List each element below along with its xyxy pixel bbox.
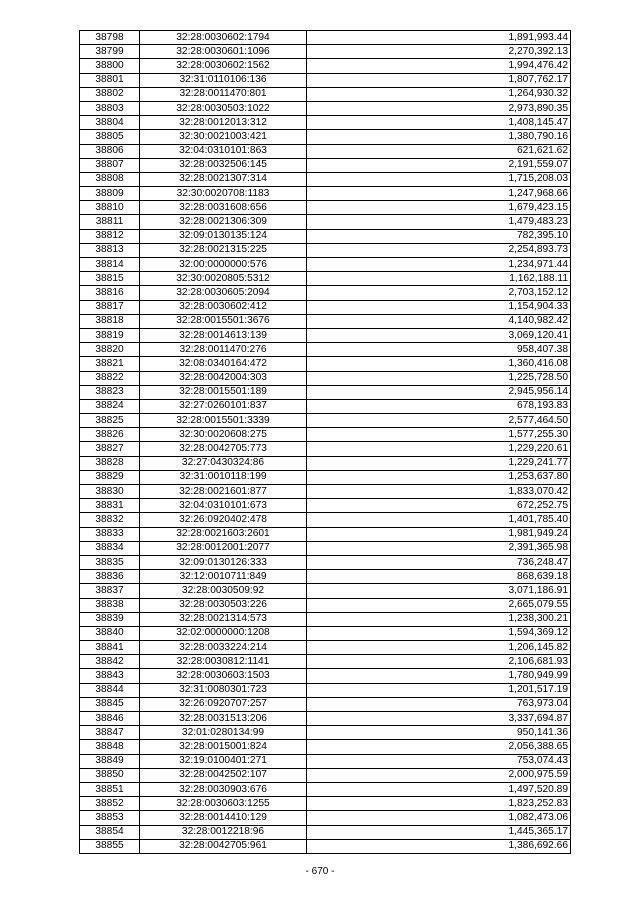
table-row xyxy=(80,470,571,484)
cadastral-id-cell: 32:28:0012013:312 xyxy=(140,116,307,130)
cadastral-id-cell: 32:28:0030603:1503 xyxy=(140,669,307,683)
table-row xyxy=(80,45,571,59)
row-number-cell: 38851 xyxy=(80,782,140,796)
cadastral-id-cell: 32:09:0130135:124 xyxy=(140,229,307,243)
row-number-cell: 38841 xyxy=(80,641,140,655)
row-number-cell: 38799 xyxy=(80,45,140,59)
row-number-cell: 38798 xyxy=(80,31,140,45)
amount-cell: 3,071,186.91 xyxy=(307,584,571,598)
amount-cell: 1,445,365.17 xyxy=(307,825,571,839)
cadastral-id-cell: 32:19:0100401:271 xyxy=(140,754,307,768)
table-row xyxy=(80,101,571,115)
row-number-cell: 38852 xyxy=(80,797,140,811)
page-number: - 670 - xyxy=(305,866,335,877)
cadastral-id-cell: 32:28:0012001:2077 xyxy=(140,541,307,555)
table-row xyxy=(80,116,571,130)
table-row xyxy=(80,570,571,584)
table-row xyxy=(80,740,571,754)
table-row xyxy=(80,371,571,385)
amount-cell: 1,891,993.44 xyxy=(307,31,571,45)
cadastral-id-cell: 32:00:0000000:576 xyxy=(140,258,307,272)
table-row xyxy=(80,655,571,669)
table-row xyxy=(80,626,571,640)
row-number-cell: 38854 xyxy=(80,825,140,839)
table-row xyxy=(80,229,571,243)
table-row xyxy=(80,243,571,257)
table-row xyxy=(80,31,571,45)
cadastral-id-cell: 32:28:0021307:314 xyxy=(140,172,307,186)
table-row xyxy=(80,187,571,201)
amount-cell: 950,141.36 xyxy=(307,726,571,740)
row-number-cell: 38806 xyxy=(80,144,140,158)
amount-cell: 1,225,728.50 xyxy=(307,371,571,385)
cadastral-id-cell: 32:28:0014410:129 xyxy=(140,811,307,825)
row-number-cell: 38817 xyxy=(80,300,140,314)
table-row xyxy=(80,811,571,825)
table-row xyxy=(80,300,571,314)
cadastral-id-cell: 32:01:0280134:99 xyxy=(140,726,307,740)
amount-cell: 1,994,476.42 xyxy=(307,59,571,73)
cadastral-id-cell: 32:28:0015501:3339 xyxy=(140,414,307,428)
table-row xyxy=(80,442,571,456)
cadastral-id-cell: 32:28:0015001:824 xyxy=(140,740,307,754)
cadastral-id-cell: 32:28:0030601:1096 xyxy=(140,45,307,59)
amount-cell: 1,715,208.03 xyxy=(307,172,571,186)
cadastral-id-cell: 32:28:0031608:656 xyxy=(140,201,307,215)
cadastral-id-cell: 32:28:0030602:1562 xyxy=(140,59,307,73)
table-row xyxy=(80,768,571,782)
table-row xyxy=(80,130,571,144)
amount-cell: 1,823,252.83 xyxy=(307,797,571,811)
row-number-cell: 38836 xyxy=(80,570,140,584)
table-row xyxy=(80,825,571,839)
cadastral-id-cell: 32:28:0014613:139 xyxy=(140,328,307,342)
row-number-cell: 38823 xyxy=(80,385,140,399)
table-row xyxy=(80,797,571,811)
amount-cell: 1,360,416.08 xyxy=(307,357,571,371)
row-number-cell: 38832 xyxy=(80,513,140,527)
amount-cell: 868,639.18 xyxy=(307,570,571,584)
row-number-cell: 38855 xyxy=(80,839,140,853)
row-number-cell: 38824 xyxy=(80,399,140,413)
amount-cell: 1,253,637.80 xyxy=(307,470,571,484)
cadastral-id-cell: 32:28:0021314:573 xyxy=(140,612,307,626)
row-number-cell: 38810 xyxy=(80,201,140,215)
amount-cell: 3,337,694.87 xyxy=(307,712,571,726)
cadastral-id-cell: 32:30:0021003:421 xyxy=(140,130,307,144)
table-row xyxy=(80,683,571,697)
amount-cell: 1,679,423.15 xyxy=(307,201,571,215)
amount-cell: 2,270,392.13 xyxy=(307,45,571,59)
cadastral-id-cell: 32:04:0310101:673 xyxy=(140,499,307,513)
table-row xyxy=(80,726,571,740)
cadastral-id-cell: 32:28:0030903:676 xyxy=(140,782,307,796)
amount-cell: 1,229,241.77 xyxy=(307,456,571,470)
cadastral-id-cell: 32:28:0015501:3676 xyxy=(140,314,307,328)
amount-cell: 1,386,692.66 xyxy=(307,839,571,853)
cadastral-id-cell: 32:28:0042004:303 xyxy=(140,371,307,385)
amount-cell: 2,000,975.59 xyxy=(307,768,571,782)
row-number-cell: 38845 xyxy=(80,697,140,711)
row-number-cell: 38848 xyxy=(80,740,140,754)
cadastral-id-cell: 32:28:0021306:309 xyxy=(140,215,307,229)
row-number-cell: 38847 xyxy=(80,726,140,740)
amount-cell: 1,780,949.99 xyxy=(307,669,571,683)
table-row xyxy=(80,697,571,711)
row-number-cell: 38833 xyxy=(80,527,140,541)
cadastral-id-cell: 32:28:0030602:1794 xyxy=(140,31,307,45)
amount-cell: 1,401,785.40 xyxy=(307,513,571,527)
amount-cell: 1,082,473.06 xyxy=(307,811,571,825)
table-row xyxy=(80,286,571,300)
amount-cell: 1,981,949.24 xyxy=(307,527,571,541)
row-number-cell: 38840 xyxy=(80,626,140,640)
row-number-cell: 38835 xyxy=(80,555,140,569)
row-number-cell: 38801 xyxy=(80,73,140,87)
amount-cell: 782,395.10 xyxy=(307,229,571,243)
amount-cell: 2,191,559.07 xyxy=(307,158,571,172)
cadastral-id-cell: 32:28:0030603:1255 xyxy=(140,797,307,811)
row-number-cell: 38809 xyxy=(80,187,140,201)
row-number-cell: 38816 xyxy=(80,286,140,300)
row-number-cell: 38834 xyxy=(80,541,140,555)
cadastral-id-cell: 32:28:0030602:412 xyxy=(140,300,307,314)
amount-cell: 958,407.38 xyxy=(307,343,571,357)
cadastral-id-cell: 32:28:0030509:92 xyxy=(140,584,307,598)
cadastral-id-cell: 32:28:0032506:145 xyxy=(140,158,307,172)
amount-cell: 4,140,982.42 xyxy=(307,314,571,328)
amount-cell: 2,945,956.14 xyxy=(307,385,571,399)
records-table xyxy=(79,30,571,854)
table-row xyxy=(80,357,571,371)
table-row xyxy=(80,584,571,598)
table-row xyxy=(80,87,571,101)
row-number-cell: 38850 xyxy=(80,768,140,782)
row-number-cell: 38815 xyxy=(80,272,140,286)
amount-cell: 3,069,120.41 xyxy=(307,328,571,342)
table-row xyxy=(80,328,571,342)
cadastral-id-cell: 32:12:0010711:849 xyxy=(140,570,307,584)
row-number-cell: 38808 xyxy=(80,172,140,186)
table-row xyxy=(80,215,571,229)
row-number-cell: 38813 xyxy=(80,243,140,257)
cadastral-id-cell: 32:09:0130126:333 xyxy=(140,555,307,569)
table-row xyxy=(80,712,571,726)
amount-cell: 1,201,517.19 xyxy=(307,683,571,697)
cadastral-id-cell: 32:28:0042705:773 xyxy=(140,442,307,456)
amount-cell: 1,380,790.16 xyxy=(307,130,571,144)
cadastral-id-cell: 32:28:0021315:225 xyxy=(140,243,307,257)
amount-cell: 1,238,300.21 xyxy=(307,612,571,626)
table-row xyxy=(80,158,571,172)
cadastral-id-cell: 32:27:0430324:86 xyxy=(140,456,307,470)
row-number-cell: 38825 xyxy=(80,414,140,428)
amount-cell: 1,594,369.12 xyxy=(307,626,571,640)
table-row xyxy=(80,73,571,87)
cadastral-id-cell: 32:26:0920402:478 xyxy=(140,513,307,527)
row-number-cell: 38853 xyxy=(80,811,140,825)
cadastral-id-cell: 32:28:0012218:96 xyxy=(140,825,307,839)
amount-cell: 1,833,070.42 xyxy=(307,485,571,499)
row-number-cell: 38819 xyxy=(80,328,140,342)
amount-cell: 1,408,145.47 xyxy=(307,116,571,130)
amount-cell: 1,497,520.89 xyxy=(307,782,571,796)
row-number-cell: 38805 xyxy=(80,130,140,144)
amount-cell: 1,162,188.11 xyxy=(307,272,571,286)
amount-cell: 2,665,079.55 xyxy=(307,598,571,612)
amount-cell: 1,234,971.44 xyxy=(307,258,571,272)
amount-cell: 1,479,483.23 xyxy=(307,215,571,229)
table-row xyxy=(80,172,571,186)
row-number-cell: 38821 xyxy=(80,357,140,371)
cadastral-id-cell: 32:28:0042502:107 xyxy=(140,768,307,782)
row-number-cell: 38818 xyxy=(80,314,140,328)
cadastral-id-cell: 32:04:0310101:863 xyxy=(140,144,307,158)
row-number-cell: 38829 xyxy=(80,470,140,484)
amount-cell: 763,973.04 xyxy=(307,697,571,711)
amount-cell: 1,154,904.33 xyxy=(307,300,571,314)
cadastral-id-cell: 32:28:0030605:2094 xyxy=(140,286,307,300)
row-number-cell: 38828 xyxy=(80,456,140,470)
amount-cell: 1,807,762.17 xyxy=(307,73,571,87)
cadastral-id-cell: 32:28:0011470:276 xyxy=(140,343,307,357)
cadastral-id-cell: 32:31:0110106:136 xyxy=(140,73,307,87)
table-row xyxy=(80,258,571,272)
table-row xyxy=(80,272,571,286)
row-number-cell: 38830 xyxy=(80,485,140,499)
amount-cell: 2,391,365.98 xyxy=(307,541,571,555)
row-number-cell: 38846 xyxy=(80,712,140,726)
cadastral-id-cell: 32:31:0010118:199 xyxy=(140,470,307,484)
table-row xyxy=(80,541,571,555)
row-number-cell: 38844 xyxy=(80,683,140,697)
table-row xyxy=(80,527,571,541)
table-row xyxy=(80,414,571,428)
amount-cell: 1,577,255.30 xyxy=(307,428,571,442)
amount-cell: 2,973,890.35 xyxy=(307,101,571,115)
table-row xyxy=(80,314,571,328)
row-number-cell: 38804 xyxy=(80,116,140,130)
row-number-cell: 38838 xyxy=(80,598,140,612)
table-row xyxy=(80,144,571,158)
table-row xyxy=(80,669,571,683)
amount-cell: 1,206,145.82 xyxy=(307,641,571,655)
cadastral-id-cell: 32:28:0015501:189 xyxy=(140,385,307,399)
cadastral-id-cell: 32:31:0080301:723 xyxy=(140,683,307,697)
row-number-cell: 38837 xyxy=(80,584,140,598)
table-row xyxy=(80,555,571,569)
amount-cell: 2,254,893.73 xyxy=(307,243,571,257)
table-row xyxy=(80,612,571,626)
row-number-cell: 38814 xyxy=(80,258,140,272)
table-row xyxy=(80,428,571,442)
amount-cell: 672,252.75 xyxy=(307,499,571,513)
cadastral-id-cell: 32:28:0033224:214 xyxy=(140,641,307,655)
amount-cell: 753,074.43 xyxy=(307,754,571,768)
row-number-cell: 38827 xyxy=(80,442,140,456)
cadastral-id-cell: 32:30:0020708:1183 xyxy=(140,187,307,201)
table-row xyxy=(80,598,571,612)
amount-cell: 736,248.47 xyxy=(307,555,571,569)
row-number-cell: 38849 xyxy=(80,754,140,768)
table-row xyxy=(80,782,571,796)
records-table-body xyxy=(80,31,571,854)
row-number-cell: 38812 xyxy=(80,229,140,243)
row-number-cell: 38820 xyxy=(80,343,140,357)
cadastral-id-cell: 32:28:0042705:961 xyxy=(140,839,307,853)
table-row xyxy=(80,201,571,215)
cadastral-id-cell: 32:28:0031513:206 xyxy=(140,712,307,726)
row-number-cell: 38802 xyxy=(80,87,140,101)
amount-cell: 1,247,968.66 xyxy=(307,187,571,201)
cadastral-id-cell: 32:26:0920707:257 xyxy=(140,697,307,711)
cadastral-id-cell: 32:28:0030812:1141 xyxy=(140,655,307,669)
row-number-cell: 38803 xyxy=(80,101,140,115)
table-row xyxy=(80,499,571,513)
row-number-cell: 38826 xyxy=(80,428,140,442)
cadastral-id-cell: 32:02:0000000:1208 xyxy=(140,626,307,640)
table-row xyxy=(80,343,571,357)
row-number-cell: 38842 xyxy=(80,655,140,669)
cadastral-id-cell: 32:28:0030503:226 xyxy=(140,598,307,612)
table-row xyxy=(80,641,571,655)
cadastral-id-cell: 32:28:0021601:877 xyxy=(140,485,307,499)
table-row xyxy=(80,59,571,73)
table-row xyxy=(80,839,571,853)
cadastral-id-cell: 32:27:0260101:837 xyxy=(140,399,307,413)
amount-cell: 2,577,464.50 xyxy=(307,414,571,428)
row-number-cell: 38811 xyxy=(80,215,140,229)
cadastral-id-cell: 32:28:0021603:2601 xyxy=(140,527,307,541)
amount-cell: 2,056,388.65 xyxy=(307,740,571,754)
row-number-cell: 38822 xyxy=(80,371,140,385)
cadastral-id-cell: 32:28:0011470:801 xyxy=(140,87,307,101)
table-row xyxy=(80,385,571,399)
table-row xyxy=(80,513,571,527)
amount-cell: 2,106,681.93 xyxy=(307,655,571,669)
cadastral-id-cell: 32:08:0340164:472 xyxy=(140,357,307,371)
cadastral-id-cell: 32:28:0030503:1022 xyxy=(140,101,307,115)
amount-cell: 1,229,220.61 xyxy=(307,442,571,456)
row-number-cell: 38831 xyxy=(80,499,140,513)
cadastral-id-cell: 32:30:0020805:5312 xyxy=(140,272,307,286)
table-row xyxy=(80,485,571,499)
row-number-cell: 38839 xyxy=(80,612,140,626)
table-row xyxy=(80,754,571,768)
table-row xyxy=(80,456,571,470)
row-number-cell: 38800 xyxy=(80,59,140,73)
cadastral-id-cell: 32:30:0020608:275 xyxy=(140,428,307,442)
amount-cell: 2,703,152.12 xyxy=(307,286,571,300)
amount-cell: 1,264,930.32 xyxy=(307,87,571,101)
amount-cell: 621,621.62 xyxy=(307,144,571,158)
row-number-cell: 38807 xyxy=(80,158,140,172)
row-number-cell: 38843 xyxy=(80,669,140,683)
amount-cell: 678,193.83 xyxy=(307,399,571,413)
table-row xyxy=(80,399,571,413)
